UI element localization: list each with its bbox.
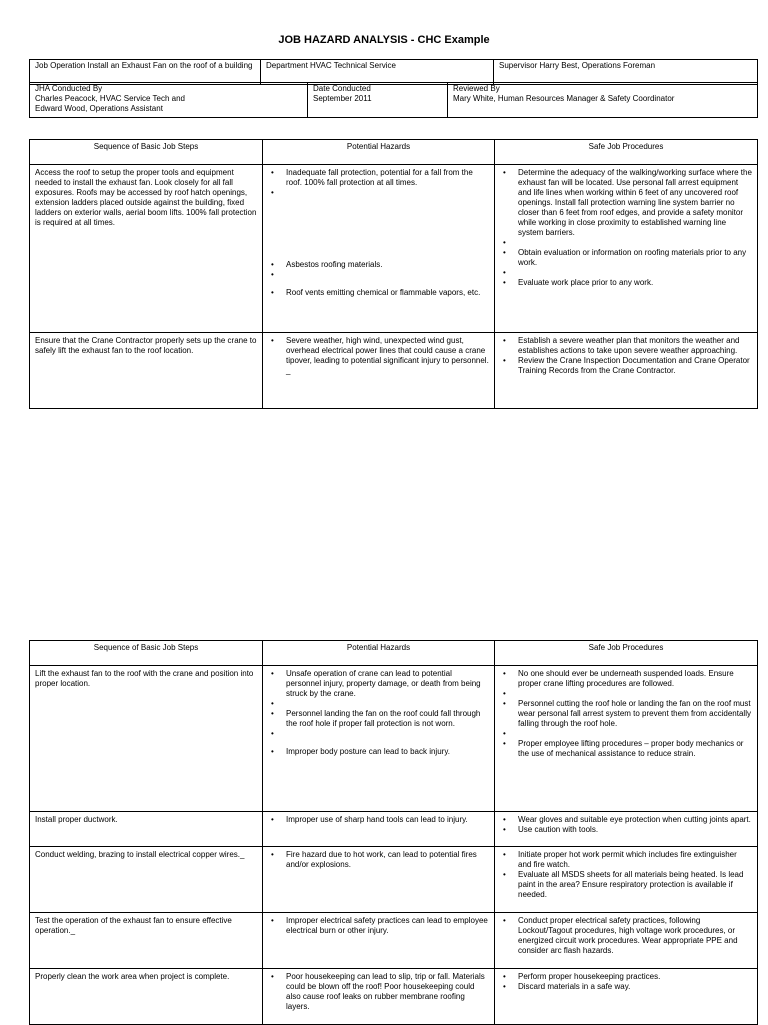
- document-title: JOB HAZARD ANALYSIS - CHC Example: [278, 34, 490, 46]
- procedures-cell: [495, 969, 758, 1025]
- jha-conducted-by-name-1: Charles Peacock, HVAC Service Tech and: [35, 94, 185, 103]
- procedure-item: • Evaluate work place prior to any work.: [500, 278, 752, 288]
- header-table-row2: [29, 82, 758, 118]
- procedure-item: • Conduct proper electrical safety practices, following Lockout/Tagout procedures, high voltage work procedures, or energized circuit work procedures. Wear appropriate PPE and consider arc flash hazards.: [500, 916, 752, 956]
- procedures-cell: [495, 812, 758, 847]
- jha-conducted-by-label: JHA Conducted By: [35, 84, 103, 93]
- procedure-item: • Wear gloves and suitable eye protection when cutting joints apart.: [500, 815, 752, 825]
- hazard-item: • Improper body posture can lead to back injury.: [268, 747, 489, 757]
- hazard-item: • Inadequate fall protection, potential for a fall from the roof. 100% fall protection at all times.: [268, 168, 489, 188]
- table-row: [30, 913, 758, 969]
- job-step: Access the roof to setup the proper tools and equipment needed to install the exhaust fan. Look closely for all fall exposures. Roofs may be accessed by roof hatch openings, extension ladders placed outside against the building, fixed ladders on exterior walls, aerial boom lifts. 100% fall protection is required at all times.: [30, 165, 263, 333]
- procedure-item: • No one should ever be underneath suspended loads. Ensure proper crane lifting procedures are followed.: [500, 669, 752, 689]
- hazard-item: • Asbestos roofing materials.: [268, 260, 489, 270]
- procedure-item: • Perform proper housekeeping practices.: [500, 972, 752, 982]
- column-header-steps: Sequence of Basic Job Steps: [30, 140, 263, 165]
- jha-table-2: [29, 640, 758, 1025]
- column-header-procedures: Safe Job Procedures: [495, 641, 758, 666]
- hazard-item: • Severe weather, high wind, unexpected wind gust, overhead electrical power lines that could cause a crane tipover, leading to potential significant injury to personnel. _: [268, 336, 489, 376]
- supervisor: Supervisor Harry Best, Operations Foreman: [494, 60, 758, 85]
- job-operation: Job Operation Install an Exhaust Fan on the roof of a building: [30, 60, 261, 85]
- spacer: [268, 729, 489, 747]
- procedures-cell: [495, 847, 758, 913]
- hazards-cell: [263, 913, 495, 969]
- date-conducted: [308, 83, 448, 118]
- job-step: Lift the exhaust fan to the roof with the crane and position into proper location.: [30, 666, 263, 812]
- column-header-hazards: Potential Hazards: [263, 140, 495, 165]
- procedure-item: • Establish a severe weather plan that monitors the weather and establishes actions to take upon severe weather approaching.: [500, 336, 752, 356]
- table-row: [30, 969, 758, 1025]
- hazards-cell: [263, 165, 495, 333]
- hazards-cell: [263, 847, 495, 913]
- hazard-item: • Fire hazard due to hot work, can lead to potential fires and/or explosions.: [268, 850, 489, 870]
- jha-conducted-by-name-2: Edward Wood, Operations Assistant: [35, 104, 163, 113]
- column-header-procedures: Safe Job Procedures: [495, 140, 758, 165]
- spacer: [500, 238, 752, 248]
- department: Department HVAC Technical Service: [261, 60, 494, 85]
- job-step: Install proper ductwork.: [30, 812, 263, 847]
- table-row: [30, 333, 758, 409]
- table-row: [30, 165, 758, 333]
- hazards-cell: [263, 969, 495, 1025]
- job-step: Properly clean the work area when project is complete.: [30, 969, 263, 1025]
- procedure-item: • Proper employee lifting procedures – proper body mechanics or the use of mechanical assistance to reduce strain.: [500, 739, 752, 759]
- procedure-item: • Personnel cutting the roof hole or landing the fan on the roof must wear personal fall arrest system to prevent them from accidentally falling through the roof hole.: [500, 699, 752, 729]
- date-conducted-value: September 2011: [313, 94, 372, 103]
- procedure-item: • Discard materials in a safe way.: [500, 982, 752, 992]
- procedure-item: • Obtain evaluation or information on roofing materials prior to any work.: [500, 248, 752, 268]
- spacer: [268, 699, 489, 709]
- spacer: [500, 729, 752, 739]
- date-conducted-label: Date Conducted: [313, 84, 371, 93]
- reviewed-by-label: Reviewed By: [453, 84, 500, 93]
- reviewed-by-value: Mary White, Human Resources Manager & Safety Coordinator: [453, 94, 675, 103]
- hazards-cell: [263, 333, 495, 409]
- procedure-item: • Determine the adequacy of the walking/working surface where the exhaust fan will be located. Use personal fall arrest equipment and life lines when working within 6 feet of any uncovered roof openings. Install fall protection warning line system barrier no closer than 6 feet from roof edges, and provide a safety monitor while working in close proximity to established warning line system barriers.: [500, 168, 752, 238]
- table-row: [30, 847, 758, 913]
- procedures-cell: [495, 333, 758, 409]
- job-step: Conduct welding, brazing to install electrical copper wires._: [30, 847, 263, 913]
- jha-conducted-by: [30, 83, 308, 118]
- job-step: Ensure that the Crane Contractor properly sets up the crane to safely lift the exhaust fan to the roof location.: [30, 333, 263, 409]
- jha-table-1: [29, 139, 758, 409]
- spacer: [500, 268, 752, 278]
- procedures-cell: [495, 165, 758, 333]
- hazard-item: • Poor housekeeping can lead to slip, trip or fall. Materials could be blown off the roof! Poor housekeeping could also cause roof leaks on rubber membrane roofing layers.: [268, 972, 489, 1012]
- job-step: Test the operation of the exhaust fan to ensure effective operation._: [30, 913, 263, 969]
- hazard-item: • Unsafe operation of crane can lead to potential personnel injury, property damage, or death from being struck by the crane.: [268, 669, 489, 699]
- hazards-cell: [263, 812, 495, 847]
- table-row: [30, 812, 758, 847]
- hazard-item: • Roof vents emitting chemical or flammable vapors, etc.: [268, 288, 489, 298]
- procedure-item: • Evaluate all MSDS sheets for all materials being heated. Is lead paint in the area? Ensure respiratory protection is available if needed.: [500, 870, 752, 900]
- hazards-cell: [263, 666, 495, 812]
- table-row: [30, 666, 758, 812]
- procedures-cell: [495, 913, 758, 969]
- procedure-item: • Review the Crane Inspection Documentation and Crane Operator Training Records from the Crane Contractor.: [500, 356, 752, 376]
- column-header-steps: Sequence of Basic Job Steps: [30, 641, 263, 666]
- hazard-item: • Personnel landing the fan on the roof could fall through the roof hole if proper fall protection is not worn.: [268, 709, 489, 729]
- spacer: [500, 689, 752, 699]
- hazard-item: • Improper use of sharp hand tools can lead to injury.: [268, 815, 489, 825]
- procedure-item: • Initiate proper hot work permit which includes fire extinguisher and fire watch.: [500, 850, 752, 870]
- reviewed-by: [448, 83, 758, 118]
- spacer: [268, 270, 489, 288]
- hazard-item: • Improper electrical safety practices can lead to employee electrical burn or other injury.: [268, 916, 489, 936]
- spacer: [268, 188, 489, 260]
- procedure-item: • Use caution with tools.: [500, 825, 752, 835]
- column-header-hazards: Potential Hazards: [263, 641, 495, 666]
- procedures-cell: [495, 666, 758, 812]
